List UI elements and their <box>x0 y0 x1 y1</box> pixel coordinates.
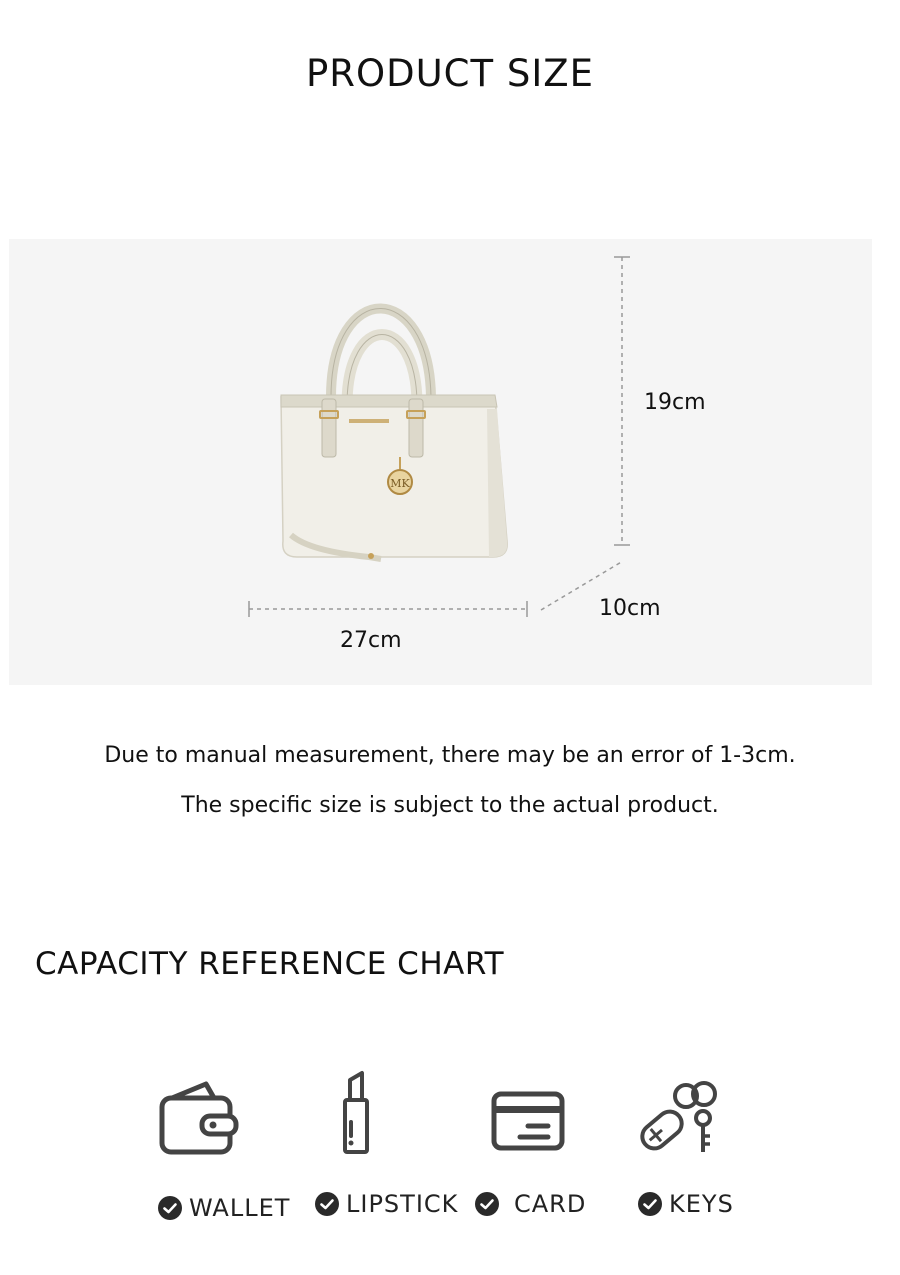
capacity-item-keys <box>638 1190 734 1218</box>
check-circle-icon <box>158 1196 182 1220</box>
capacity-item-label: CARD <box>514 1190 587 1218</box>
check-circle-icon <box>638 1192 662 1216</box>
page-title: PRODUCT SIZE <box>305 52 595 95</box>
capacity-item-lipstick <box>315 1190 458 1218</box>
capacity-title: CAPACITY REFERENCE CHART <box>35 946 505 982</box>
height-measure-line <box>614 257 630 545</box>
wallet-icon <box>158 1080 242 1160</box>
capacity-item-wallet <box>158 1194 290 1222</box>
check-circle-icon <box>315 1192 339 1216</box>
check-circle-icon <box>475 1192 499 1216</box>
capacity-item-label: WALLET <box>189 1194 291 1222</box>
depth-label: 10cm <box>599 596 661 621</box>
height-label: 19cm <box>644 390 706 415</box>
handbag-image <box>281 309 507 560</box>
width-label: 27cm <box>340 628 402 653</box>
product-diagram <box>9 239 872 685</box>
product-size-panel <box>9 239 872 685</box>
keys-icon <box>636 1078 722 1162</box>
lipstick-icon <box>340 1070 374 1160</box>
card-icon <box>490 1090 566 1156</box>
capacity-item-label: KEYS <box>669 1190 734 1218</box>
capacity-item-label: LIPSTICK <box>346 1190 459 1218</box>
width-measure-line <box>249 601 527 617</box>
mk-logo: MK <box>390 477 410 490</box>
size-disclaimer: The specific size is subject to the actual product. <box>181 793 719 818</box>
measurement-note: Due to manual measurement, there may be an error of 1-3cm. <box>104 743 796 768</box>
capacity-item-card <box>475 1190 586 1218</box>
